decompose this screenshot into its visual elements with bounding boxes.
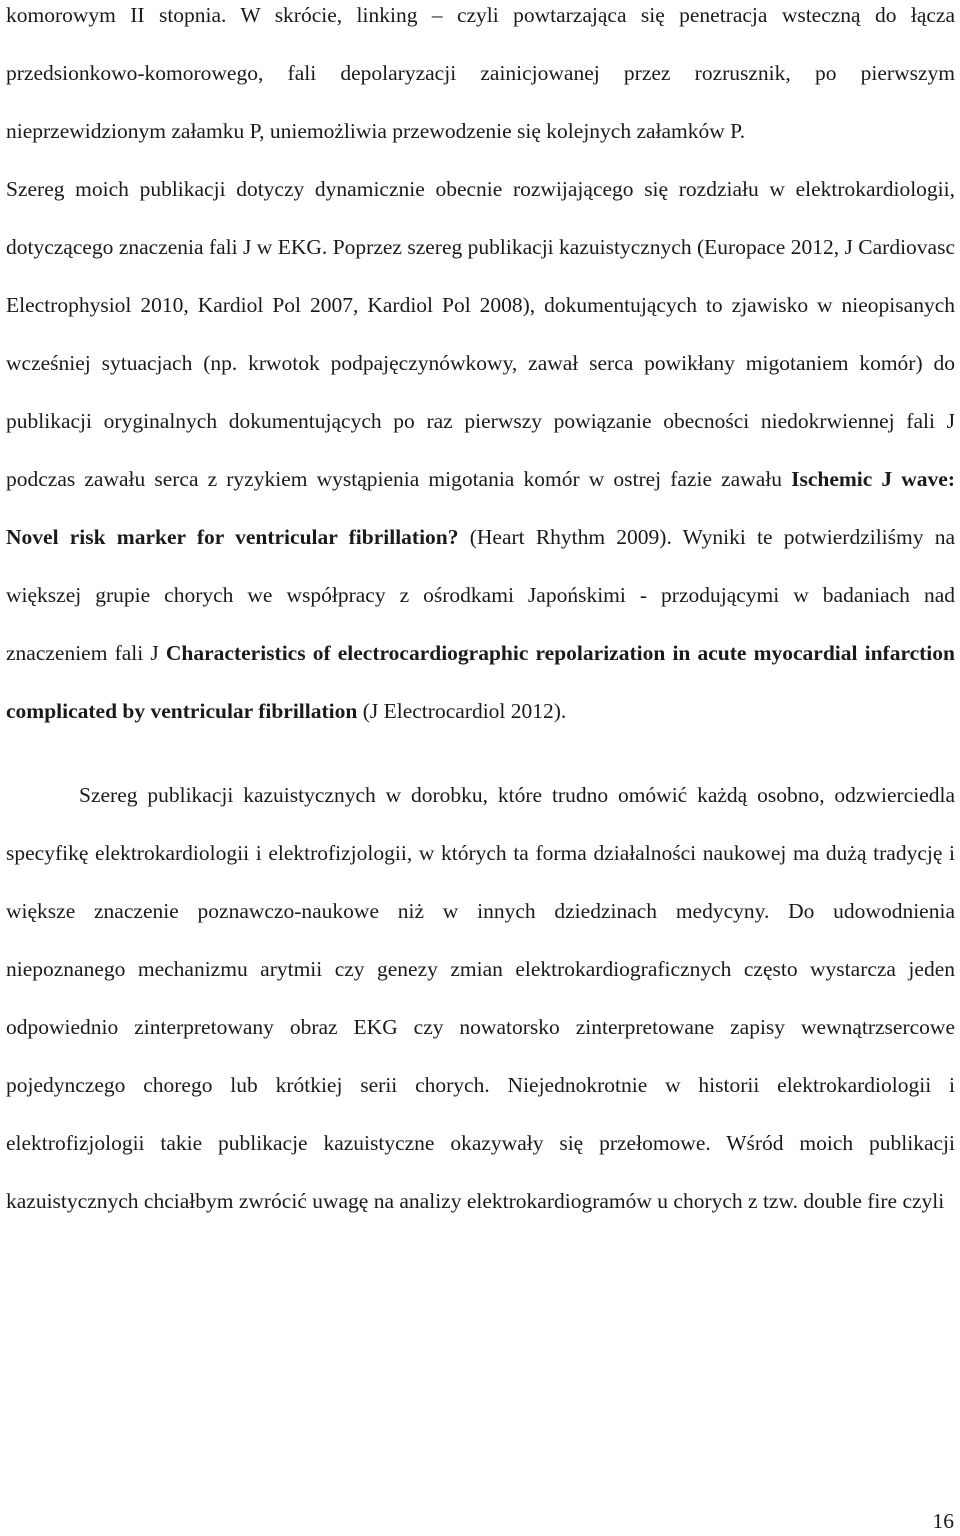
paragraph-1: komorowym II stopnia. W skrócie, linking – czyli powtarzająca się penetracja wsteczną do łącza przedsionkowo-komorowego, fali depolaryzacji zainicjowanej przez rozrusznik, po pierwszym nieprzewidzionym załamku P, uniemożliwia przewodzenie się kolejnych załamków P. xyxy=(6,3,955,143)
document-page xyxy=(6,0,955,1230)
paragraph-2-text-1: Szereg moich publikacji dotyczy dynamicznie obecnie rozwijającego się rozdziału w elektrokardiologii, dotyczącego znaczenia fali J w EKG. Poprzez szereg publikacji kazuistycznych (Europace 2012, J Cardiovasc Electrophysiol 2010, Kardiol Pol 2007, Kardiol Pol 2008), dokumentujących to zjawisko w nieopisanych wcześniej sytuacjach (np. krwotok podpajęczynówkowy, zawał serca powikłany migotaniem komór) do publikacji oryginalnych dokumentujących po raz pierwszy powiązanie obecności niedokrwiennej fali J podczas zawału serca z ryzykiem wystąpienia migotania komór w ostrej fazie zawału xyxy=(6,177,955,491)
page-number: 16 xyxy=(932,1509,954,1533)
publication-title-ischemic-j-wave: Ischemic J wave: Novel risk marker for ventricular fibrillation? xyxy=(6,467,955,549)
paragraph-2-text-2: (Heart Rhythm 2009). Wyniki te potwierdziliśmy na większej grupie chorych we współpracy z ośrodkami Japońskimi - przodującymi w badaniach nad znaczeniem fali J xyxy=(6,525,955,665)
paragraph-3: Szereg publikacji kazuistycznych w dorobku, które trudno omówić każdą osobno, odzwierciedla specyfikę elektrokardiologii i elektrofizjologii, w których ta forma działalności naukowej ma dużą tradycję i większe znaczenie poznawczo-naukowe niż w innych dziedzinach medycyny. Do udowodnienia niepoznanego mechanizmu arytmii czy genezy zmian elektrokardiograficznych często wystarcza jeden odpowiednio zinterpretowany obraz EKG czy nowatorsko zinterpretowane zapisy wewnątrzsercowe pojedynczego chorego lub krótkiej serii chorych. Niejednokrotnie w historii elektrokardiologii i elektrofizjologii takie publikacje kazuistyczne okazywały się przełomowe. Wśród moich publikacji kazuistycznych chciałbym zwrócić uwagę na analizy elektrokardiogramów u chorych z tzw. double fire czyli xyxy=(6,783,955,1213)
paragraph-2-text-3: (J Electrocardiol 2012). xyxy=(357,699,567,723)
publication-title-characteristics-repolarization: Characteristics of electrocardiographic repolarization in acute myocardial infarction complicated by ventricular fibrillation xyxy=(6,641,955,723)
paragraph-2 xyxy=(6,160,955,740)
